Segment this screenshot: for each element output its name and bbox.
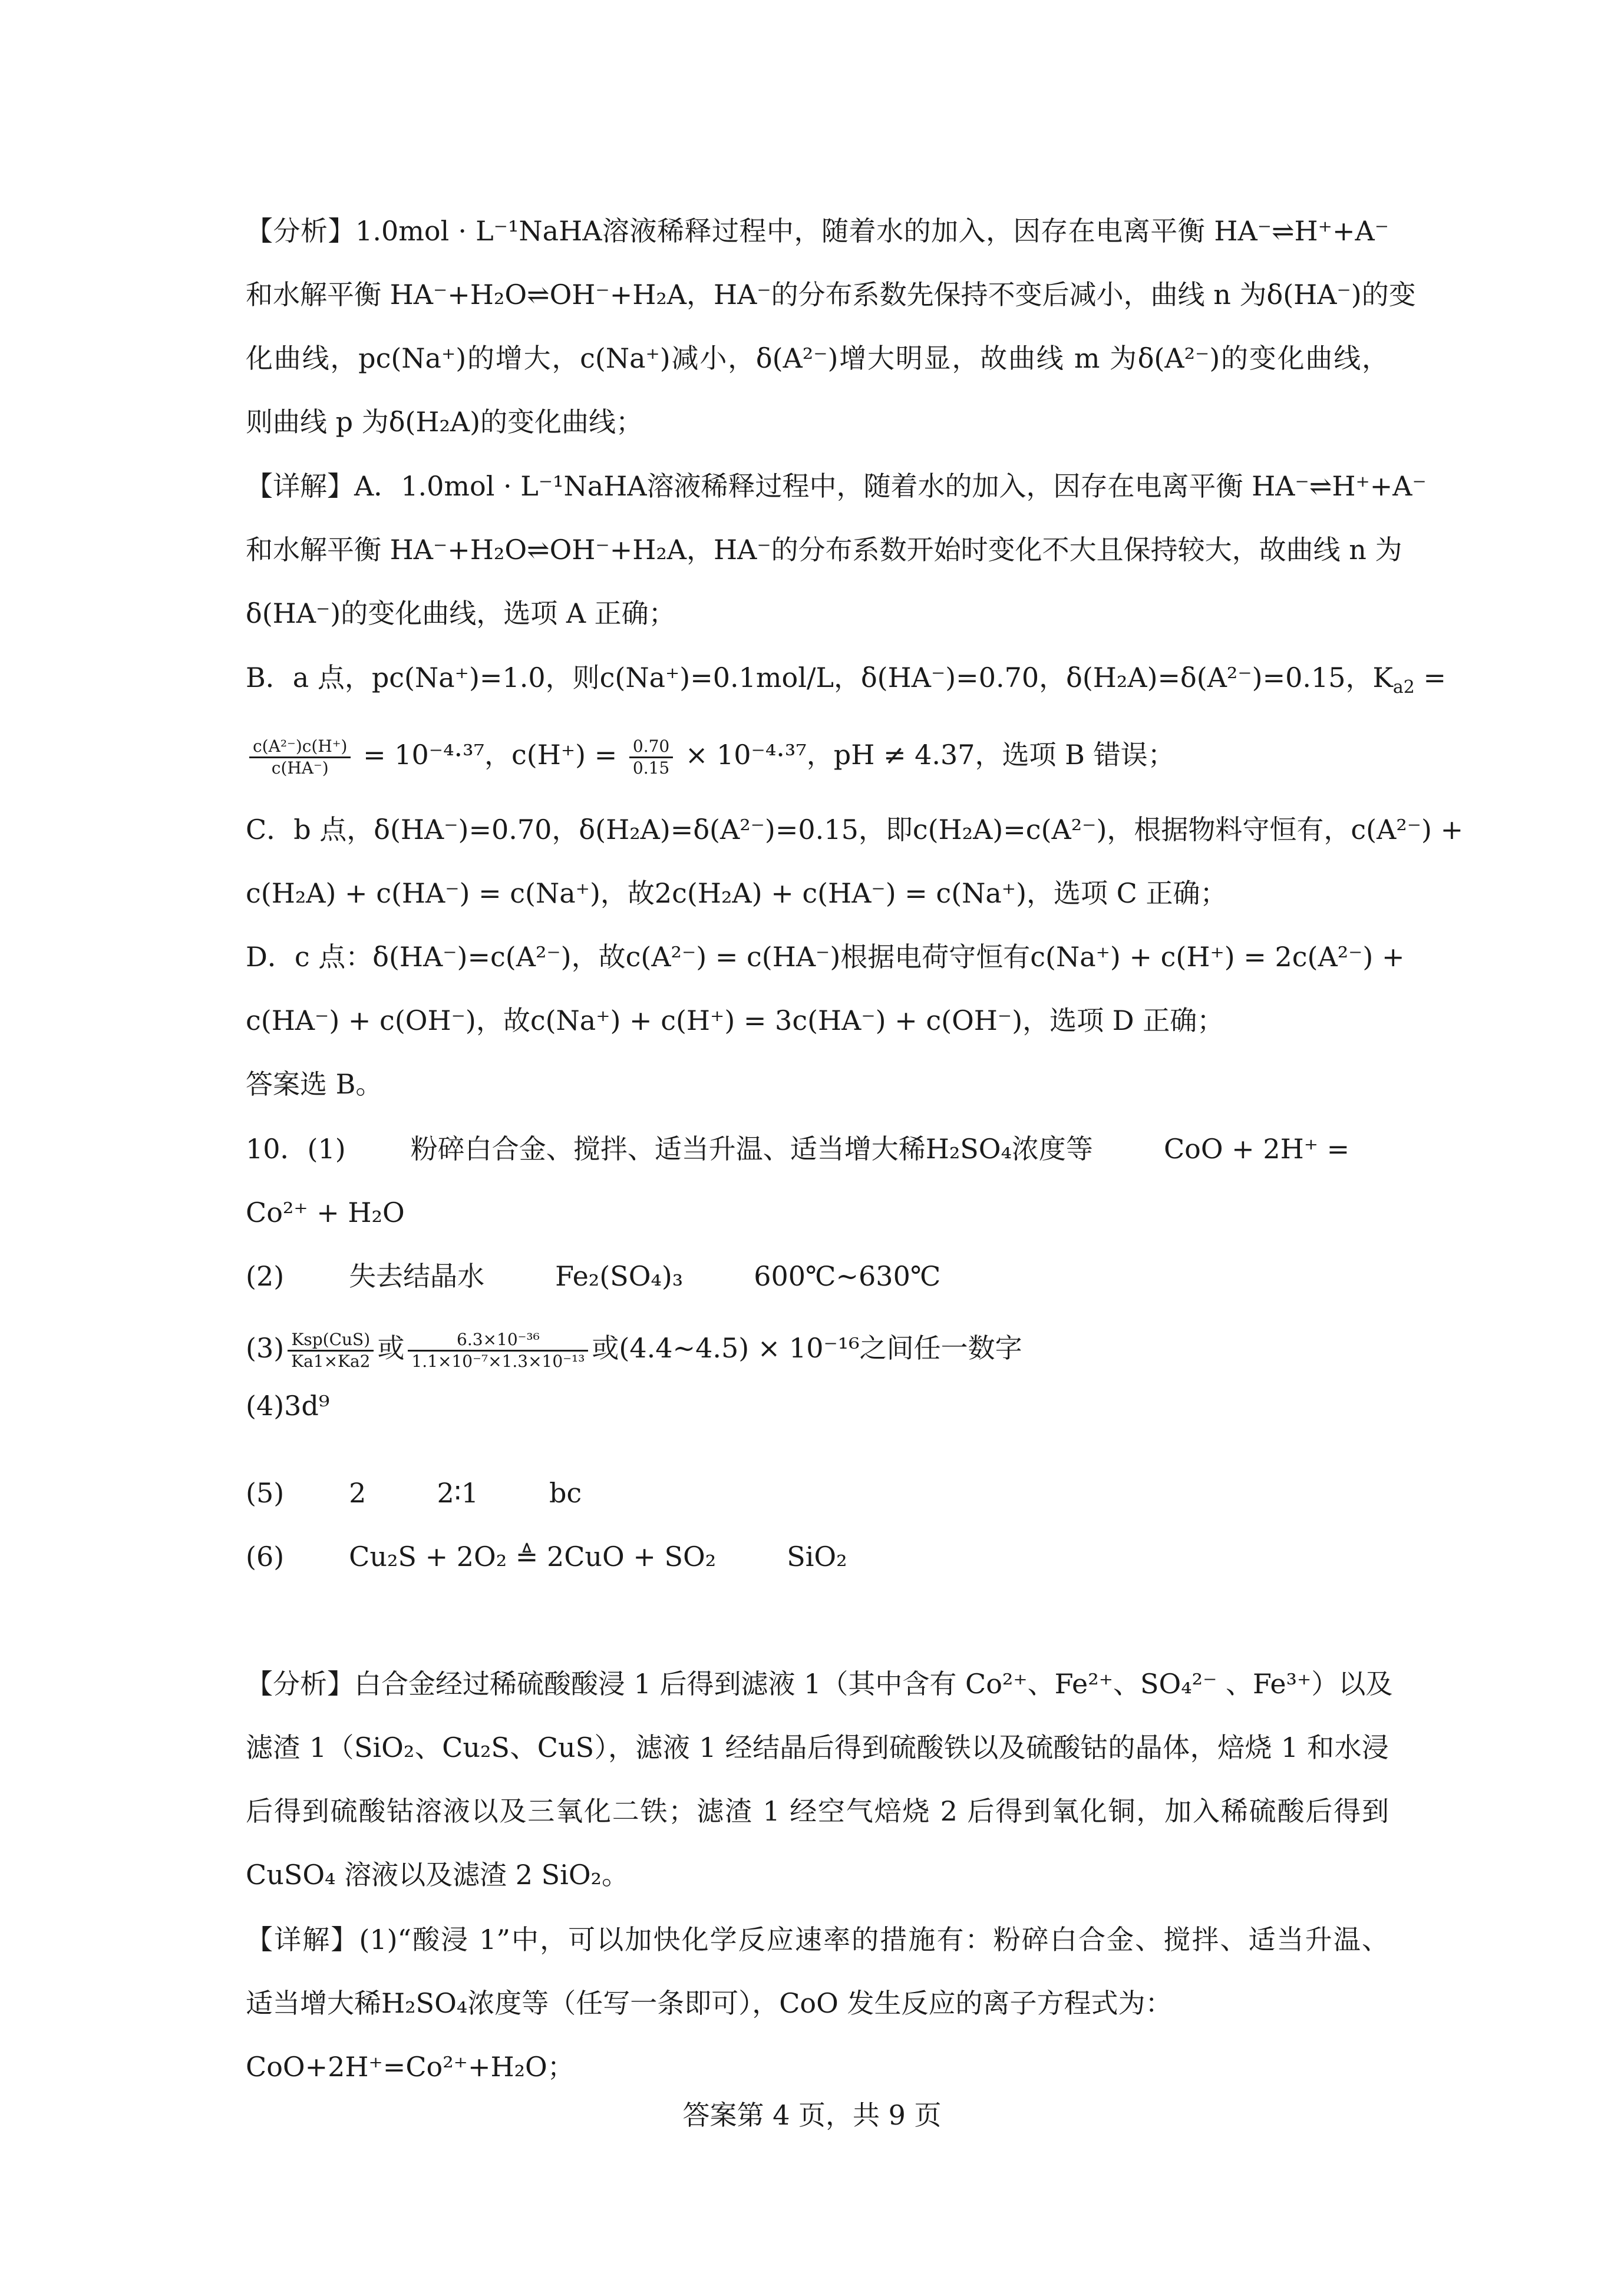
analysis2-line2: 滤渣 1（SiO₂、Cu₂S、CuS），滤液 1 经结晶后得到硫酸铁以及硫酸钴的晶体，焙烧 1 和水浸 (246, 1732, 1389, 1763)
option-c-line1: C．b 点，δ(HA⁻)=0.70，δ(H₂A)=δ(A²⁻)=0.15，即c(H₂A)=c(A²⁻)，根据物料守恒有，c(A²⁻) + (246, 814, 1464, 845)
q10-part1-cont: Co²⁺ + H₂O (246, 1197, 405, 1228)
ka2-fraction (249, 736, 351, 778)
q10-part5-answer-b: 2∶1 (437, 1477, 478, 1509)
detail2-line2: 适当增大稀H₂SO₄浓度等（任写一条即可），CoO 发生反应的离子方程式为： (246, 1987, 1173, 2019)
q10-part6-answer-a: Cu₂S + 2O₂ ≜ 2CuO + SO₂ (349, 1541, 717, 1572)
q10-part5-answer-c: bc (549, 1477, 582, 1509)
q10-part5 (246, 1475, 1389, 1511)
ratio-numerator: 0.70 (629, 736, 673, 758)
ratio-fraction (629, 736, 673, 778)
numeric-denominator: 1.1×10⁻⁷×1.3×10⁻¹³ (411, 1351, 585, 1371)
q10-part2-answer-b: Fe₂(SO₄)₃ (555, 1260, 684, 1292)
analysis1-line4: 则曲线 p 为δ(H₂A)的变化曲线； (246, 406, 643, 438)
q10-part5-number: (5) (246, 1477, 285, 1509)
analysis2-line1: 【分析】白合金经过稀硫酸酸浸 1 后得到滤液 1（其中含有 Co²⁺、Fe²⁺、SO₄²⁻ 、Fe³⁺）以及 (246, 1668, 1393, 1700)
ksp-fraction (288, 1330, 374, 1372)
detail1-line3: δ(HA⁻)的变化曲线，选项 A 正确； (246, 597, 676, 629)
analysis1-line2: 和水解平衡 HA⁻+H₂O⇌OH⁻+H₂A，HA⁻的分布系数先保持不变后减小，曲线 n 为δ(HA⁻)的变 (246, 279, 1416, 310)
ka2-value: = 10⁻⁴·³⁷，c(H⁺) = (354, 739, 626, 771)
ratio-denominator: 0.15 (632, 758, 670, 778)
ksp-numerator: Ksp(CuS) (288, 1330, 374, 1352)
q10-part3 (246, 1319, 1389, 1377)
q10-part1-answer-a: 粉碎白合金、搅拌、适当升温、适当增大稀H₂SO₄浓度等 (410, 1133, 1093, 1165)
q10-part5-answer-a: 2 (349, 1477, 367, 1509)
analysis2-line4: CuSO₄ 溶液以及滤渣 2 SiO₂。 (246, 1859, 629, 1891)
q10-part3-tail: 或(4.4~4.5) × 10⁻¹⁶之间任一数字 (592, 1332, 1022, 1364)
q10-part6-answer-b: SiO₂ (787, 1541, 847, 1572)
page-footer: 答案第 4 页，共 9 页 (682, 2099, 942, 2131)
ksp-denominator: Ka1×Ka2 (291, 1351, 371, 1371)
q10-number: 10．(1) (246, 1133, 346, 1165)
q10-part2-answer-a: 失去结晶水 (349, 1260, 485, 1292)
numeric-fraction (408, 1330, 588, 1372)
q10-part6 (246, 1539, 1389, 1574)
option-d-line1: D．c 点：δ(HA⁻)=c(A²⁻)，故c(A²⁻) = c(HA⁻)根据电荷守恒有c(Na⁺) + c(H⁺) = 2c(A²⁻) + (246, 941, 1405, 973)
detail2-line1: 【详解】(1)“酸浸 1”中，可以加快化学反应速率的措施有：粉碎白合金、搅拌、适当升温、 (246, 1924, 1389, 1955)
q10-part2 (246, 1258, 1389, 1294)
q10-part1-answer-b: CoO + 2H⁺ = (1163, 1133, 1350, 1165)
q10-part3-number: (3) (246, 1332, 285, 1364)
detail1-line1: 【详解】A．1.0mol · L⁻¹NaHA溶液稀释过程中，随着水的加入，因存在电离平衡 HA⁻⇌H⁺+A⁻ (246, 470, 1427, 502)
analysis1-line1: 【分析】1.0mol · L⁻¹NaHA溶液稀释过程中，随着水的加入，因存在电离平衡 HA⁻⇌H⁺+A⁻ (246, 215, 1389, 247)
analysis1-line3: 化曲线，pc(Na⁺)的增大，c(Na⁺)减小，δ(A²⁻)增大明显，故曲线 m 为δ(A²⁻)的变化曲线， (246, 342, 1389, 374)
option-b-text: B．a 点，pc(Na⁺)=1.0，则c(Na⁺)=0.1mol/L，δ(HA⁻)=0.70，δ(H₂A)=δ(A²⁻)=0.15，K (246, 662, 1393, 693)
ka2-denominator: c(HA⁻) (271, 758, 329, 778)
numeric-numerator: 6.3×10⁻³⁶ (408, 1330, 588, 1352)
ka2-subscript: a2 (1392, 677, 1415, 698)
detail2-line3: CoO+2H⁺=Co²⁺+H₂O； (246, 2051, 575, 2083)
ka2-numerator: c(A²⁻)c(H⁺) (249, 736, 351, 758)
q10-part6-number: (6) (246, 1541, 285, 1572)
option-c-line2: c(H₂A) + c(HA⁻) = c(Na⁺)，故2c(H₂A) + c(HA⁻) = c(Na⁺)，选项 C 正确； (246, 877, 1227, 909)
option-b-equals: = (1414, 662, 1447, 693)
q10-part2-answer-c: 600℃~630℃ (754, 1260, 941, 1292)
q10-part1 (246, 1131, 1389, 1167)
detail1-line2: 和水解平衡 HA⁻+H₂O⇌OH⁻+H₂A，HA⁻的分布系数开始时变化不大且保持较大，故曲线 n 为 (246, 534, 1402, 566)
q10-part3-or: 或 (377, 1332, 405, 1364)
analysis2-line3: 后得到硫酸钴溶液以及三氧化二铁；滤渣 1 经空气焙烧 2 后得到氧化铜，加入稀硫酸后得到 (246, 1795, 1389, 1827)
option-b-line2 (246, 728, 1389, 781)
q10-part2-number: (2) (246, 1260, 285, 1292)
q10-part4: (4)3d⁹ (246, 1390, 330, 1422)
option-b-conclusion: × 10⁻⁴·³⁷，pH ≠ 4.37，选项 B 错误； (676, 739, 1175, 771)
option-d-line2: c(HA⁻) + c(OH⁻)，故c(Na⁺) + c(H⁺) = 3c(HA⁻) + c(OH⁻)，选项 D 正确； (246, 1005, 1224, 1036)
answer-line: 答案选 B。 (246, 1068, 383, 1100)
option-b-line1 (246, 660, 1447, 698)
